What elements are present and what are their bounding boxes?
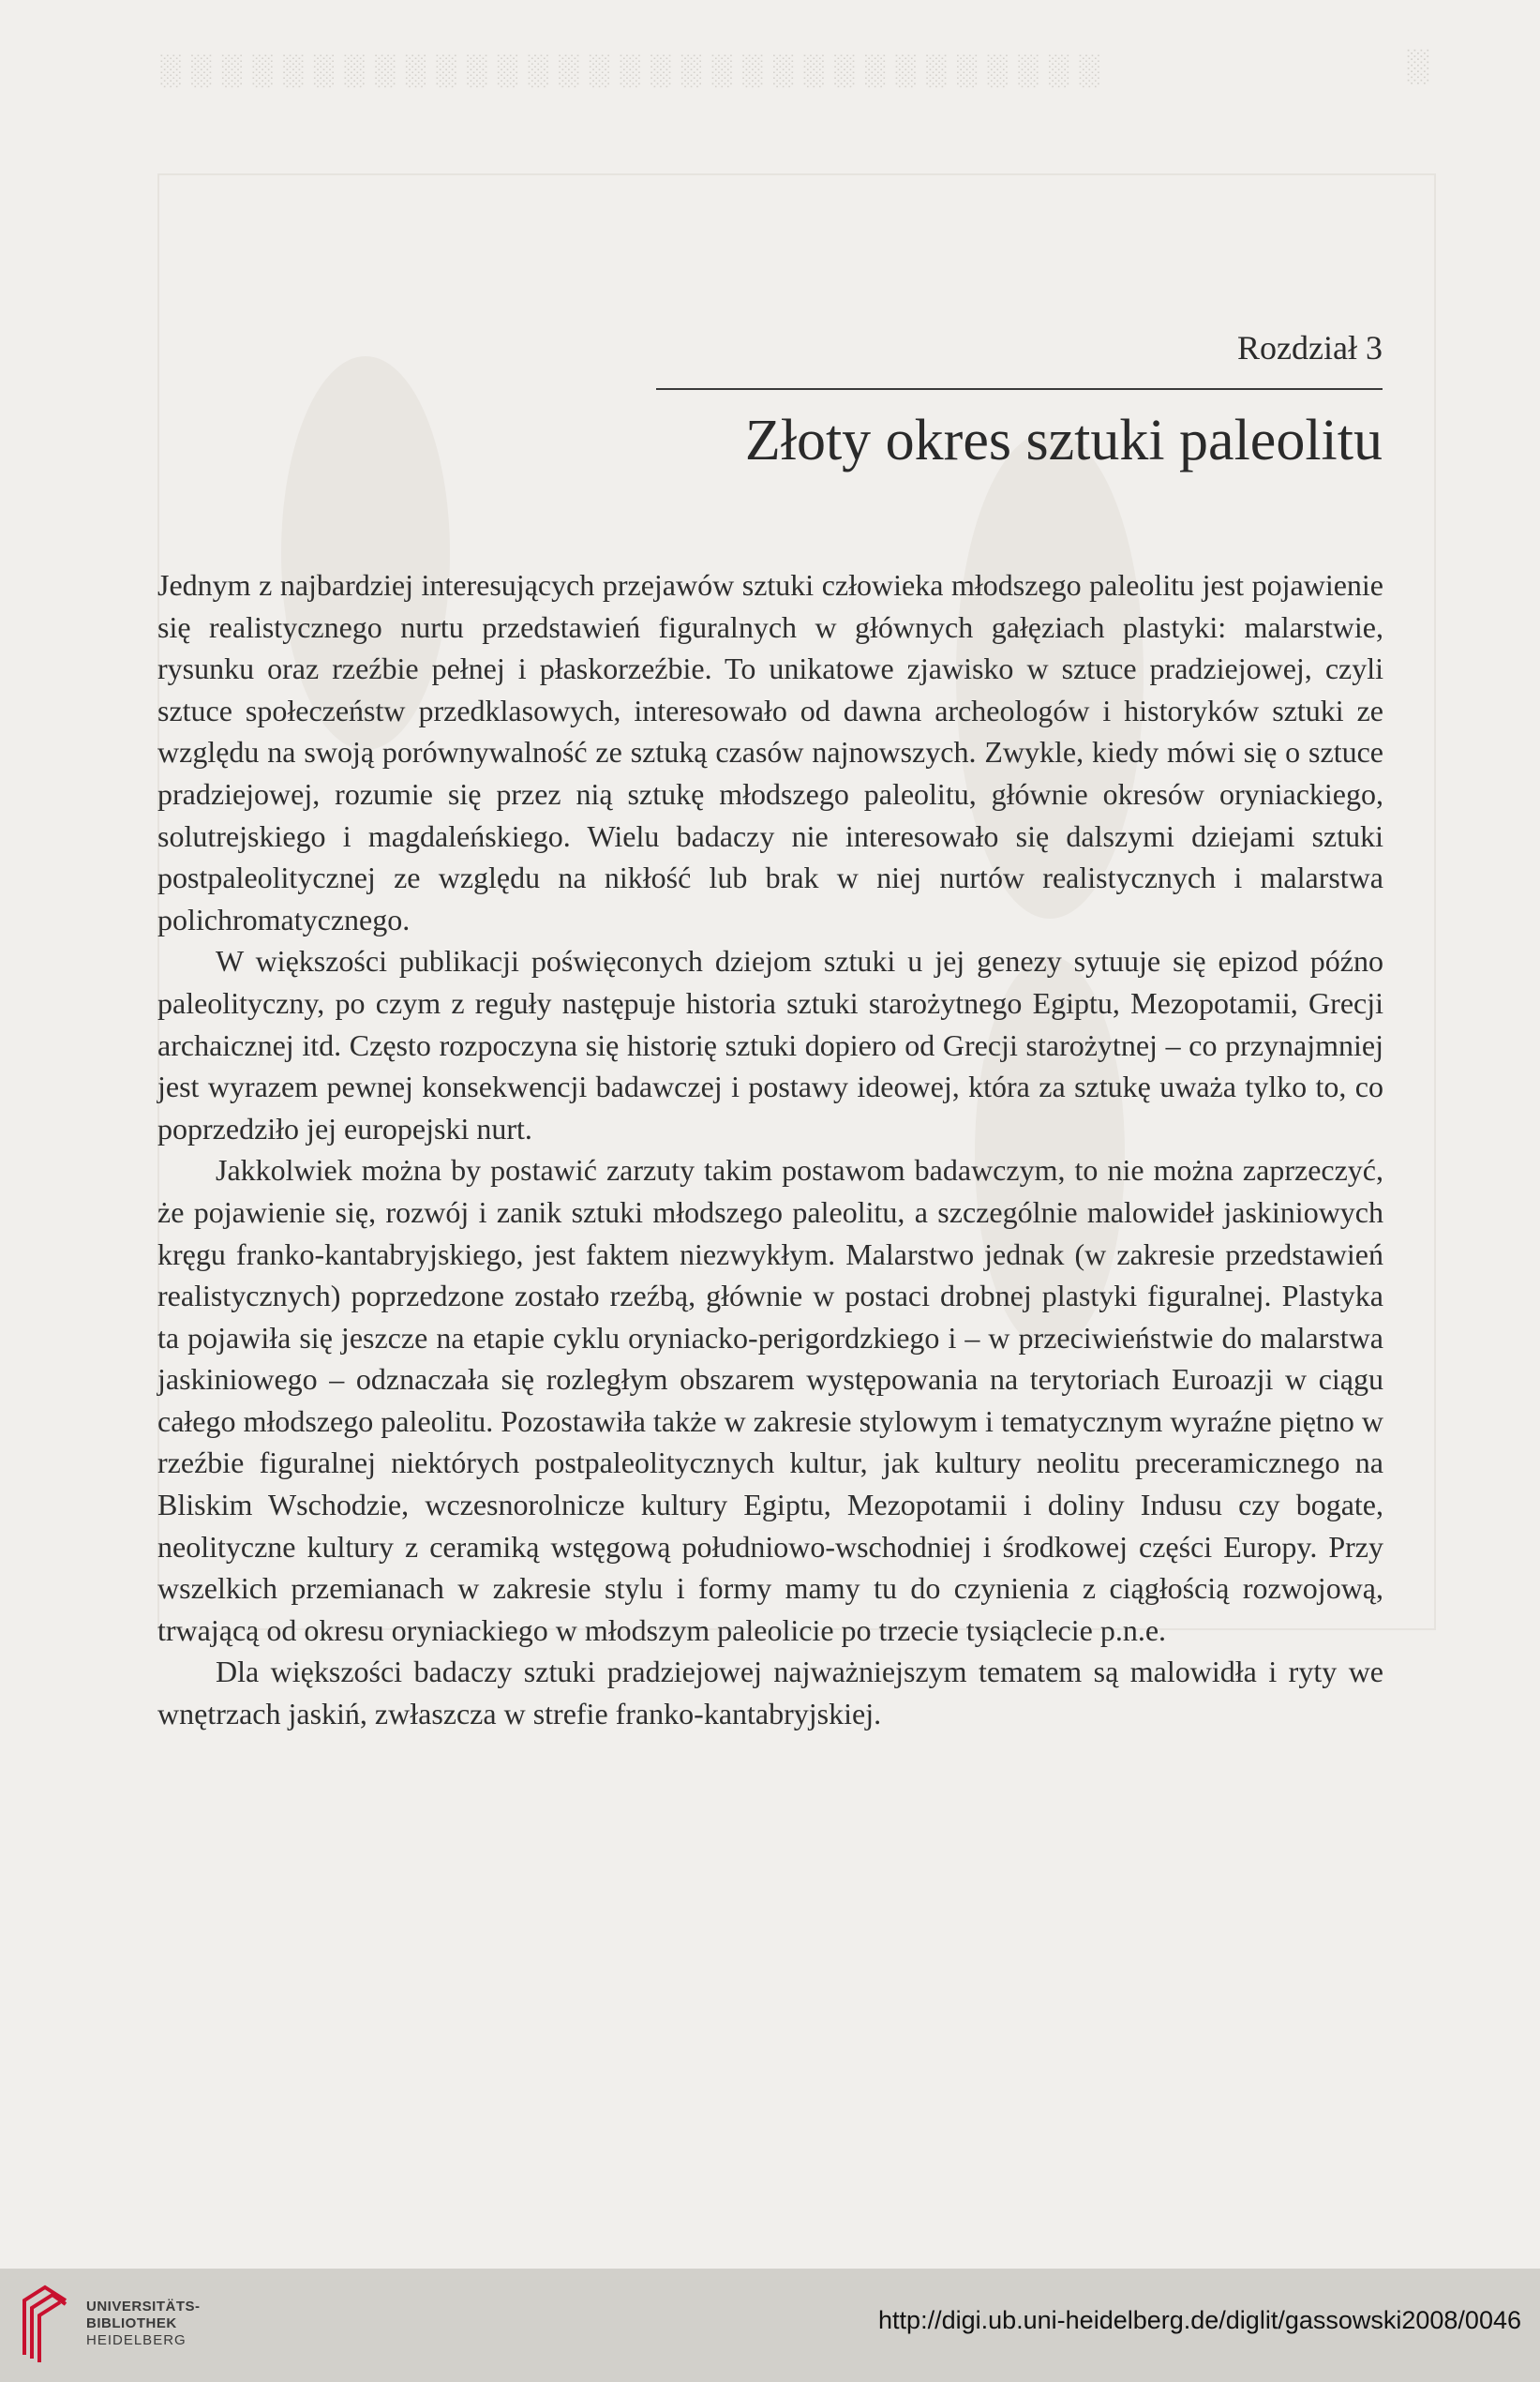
paragraph: Jakkolwiek można by postawić zarzuty takim postawom badawczym, to nie można zaprzeczyć, że pojawienie się, rozwój i zanik sztuki młodszego paleolitu, a szczególnie malowideł jaskiniowych kręgu franko-kantabryjskiego, jest faktem niezwykłym. Malarstwo jednak (w zakresie przedstawień realistycznych) poprzedzone zostało rzeźbą, głównie w postaci drobnej plastyki figuralnej. Plastyka ta pojawiła się jeszcze na etapie cyklu oryniacko-perigordzkiego i – w przeciwieństwie do malarstwa jaskiniowego – odznaczała się rozległym obszarem występowania na terytoriach Euroazji w ciągu całego młodszego paleolitu. Pozostawiła także w zakresie stylowym i tematycznym wyraźne piętno w rzeźbie figuralnej niektórych postpaleolitycznych kultur, jak kultury neolitu preceramicznego na Bliskim Wschodzie, wczesnorolnicze kultury Egiptu, Mezopotamii i doliny Indusu czy bogate, neolityczne kultury z ceramiką wstęgową południowo-wschodniej i środkowej części Europy. Przy wszelkich przemianach w zakresie stylu i formy mamy tu do czynienia z ciągłością rozwojową, trwającą od okresu oryniackiego w młodszym paleolicie po trzecie tysiąclecie p.n.e.: [157, 1153, 1383, 1647]
chapter-rule: [656, 388, 1383, 390]
body-text: [157, 564, 1383, 1735]
logo-line: UNIVERSITÄTS-: [86, 2299, 201, 2315]
logo-line: HEIDELBERG: [86, 2332, 187, 2348]
paragraph: Jednym z najbardziej interesujących przejawów sztuki człowieka młodszego paleolitu jest pojawienie się realistycznego nurtu przedstawień figuralnych w głównych gałęziach plastyki: malarstwie, rysunku oraz rzeźbie pełnej i płaskorzeźbie. To unikatowe zjawisko w sztuce pradziejowej, czyli sztuce społeczeństw przedklasowych, interesowało od dawna archeologów i historyków sztuki ze względu na swoją porównywalność ze sztuką czasów najnowszych. Zwykle, kiedy mówi się o sztuce pradziejowej, rozumie się przez nią sztukę młodszego paleolitu, głównie okresów oryniackiego, solutrejskiego i magdaleńskiego. Wielu badaczy nie interesowało się dalszymi dziejami sztuki postpaleolitycznej ze względu na nikłość lub brak w niej nurtów realistycznych i malarstwa polichromatycznego.: [157, 568, 1383, 936]
library-logo-text: [86, 2299, 201, 2349]
chapter-label: Rozdział 3: [1237, 329, 1383, 367]
source-url-link[interactable]: http://digi.ub.uni-heidelberg.de/diglit/gassowski2008/0046: [878, 2306, 1521, 2334]
paragraph: W większości publikacji poświęconych dziejom sztuki u jej genezy sytuuje się epizod późno paleolityczny, po czym z reguły następuje historia sztuki starożytnego Egiptu, Mezopotamii, Grecji archaicznej itd. Często rozpoczyna się historię sztuki dopiero od Grecji starożytnej – co przynajmniej jest wyrazem pewnej konsekwencji badawczej i postawy ideowej, która za sztukę uważa tylko to, co poprzedziło jej europejski nurt.: [157, 944, 1383, 1146]
bleed-through-header: ░░░░░░░░░░░░░░░░░░░░░░░░░░░░░░░: [159, 52, 1109, 86]
library-logo-icon: [17, 2280, 73, 2364]
chapter-title: Złoty okres sztuki paleolitu: [744, 409, 1383, 472]
paragraph: Dla większości badaczy sztuki pradziejowej najważniejszym tematem są malowidła i ryty we wnętrzach jaskiń, zwłaszcza w strefie franko-kantabryjskiej.: [157, 1655, 1383, 1731]
viewer-footer: [0, 2269, 1540, 2382]
logo-line: BIBLIOTHEK: [86, 2315, 177, 2331]
bleed-through-page-number: ░: [1406, 49, 1429, 83]
